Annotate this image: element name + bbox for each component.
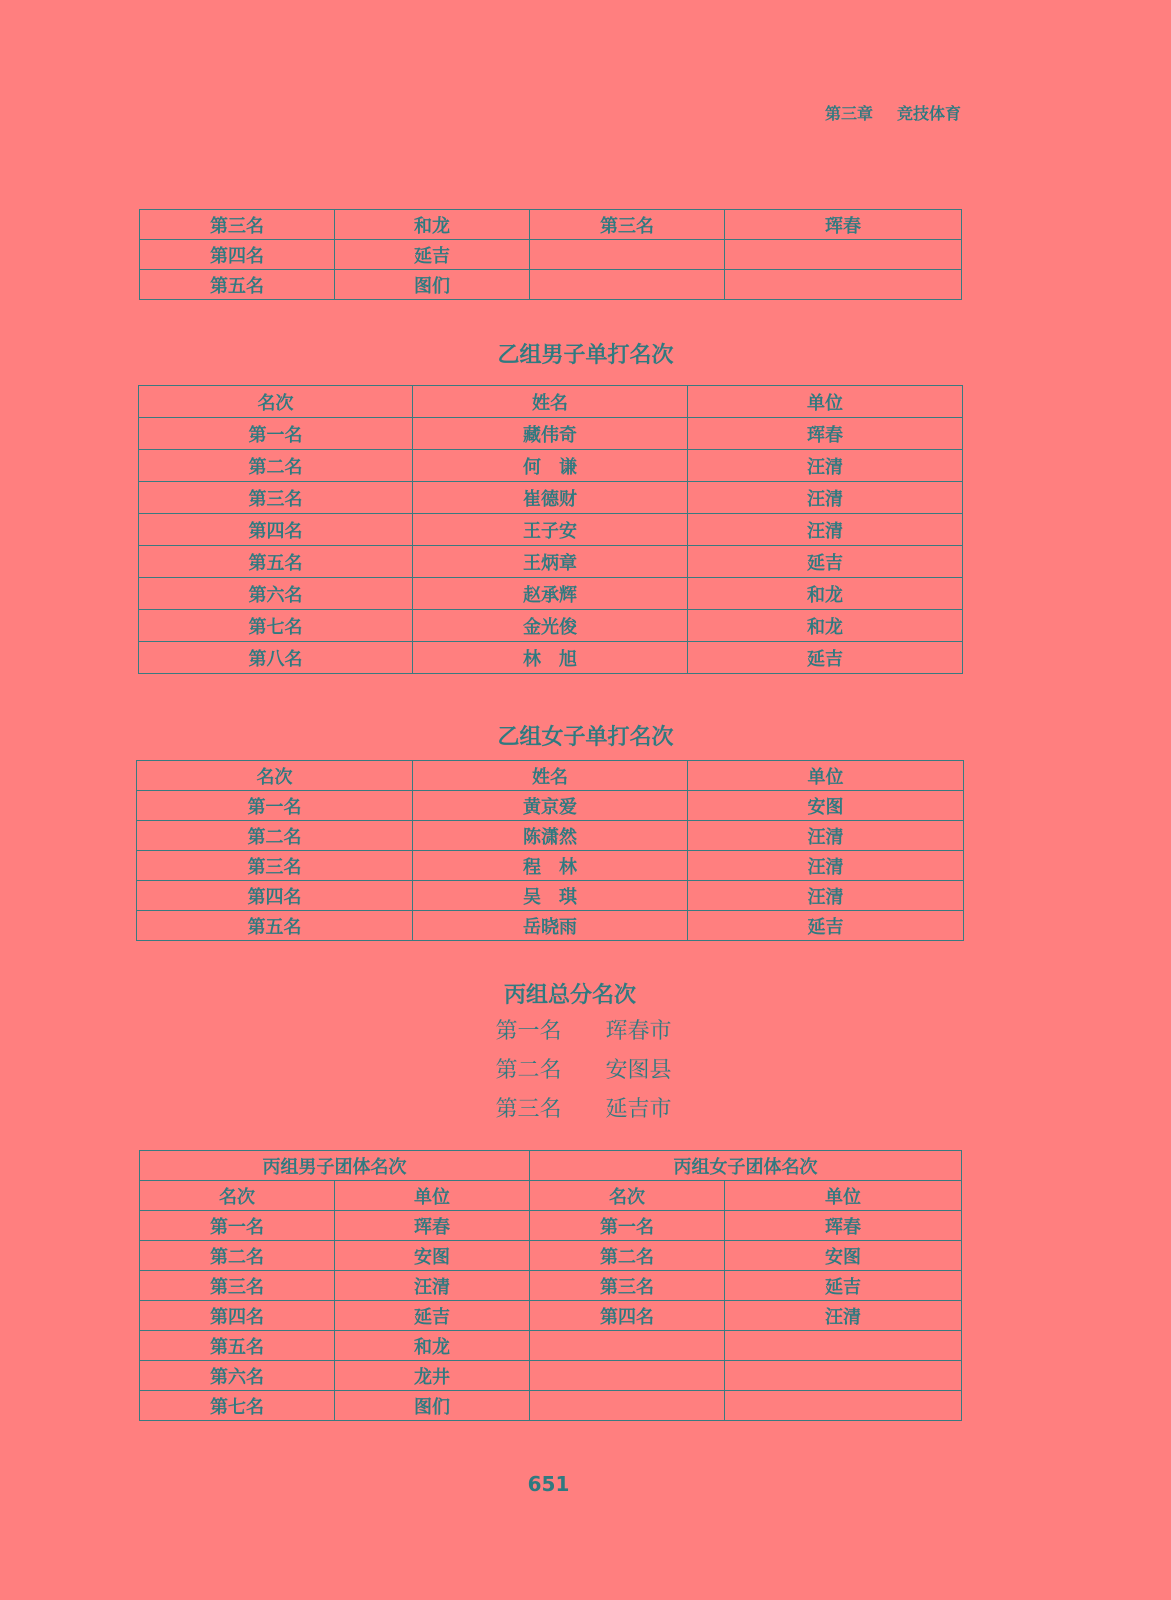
column-header: 姓名 [413, 386, 688, 418]
rank-cell: 第七名 [139, 610, 413, 642]
rank-cell: 第二名 [140, 1241, 335, 1271]
unit-cell: 和龙 [688, 610, 963, 642]
table-row [137, 791, 964, 821]
column-header: 单位 [688, 761, 964, 791]
rank-cell: 第二名 [139, 450, 413, 482]
rank-cell: 第六名 [140, 1361, 335, 1391]
unit-cell [725, 240, 962, 270]
group-c-team-table [139, 1150, 962, 1421]
column-header: 单位 [725, 1181, 962, 1211]
rank-cell: 第四名 [530, 1301, 725, 1331]
table-row [139, 546, 963, 578]
rank-cell: 第五名 [139, 546, 413, 578]
unit-cell: 和龙 [335, 1331, 530, 1361]
unit-cell: 珲春 [725, 1211, 962, 1241]
table-row [137, 851, 964, 881]
table-row [139, 418, 963, 450]
name-cell: 黄京爱 [413, 791, 688, 821]
total-rank: 第一名 [495, 1019, 562, 1044]
rank-cell: 第六名 [139, 578, 413, 610]
table-row [140, 1331, 962, 1361]
column-header: 单位 [335, 1181, 530, 1211]
women-singles-title: 乙组女子单打名次 [497, 725, 674, 750]
group-c-total-title: 丙组总分名次 [503, 983, 636, 1008]
header-row [140, 1181, 962, 1211]
name-cell: 何 谦 [413, 450, 688, 482]
table-row [140, 210, 962, 240]
table-row [139, 642, 963, 674]
unit-cell: 延吉 [725, 1271, 962, 1301]
rank-cell: 第三名 [137, 851, 413, 881]
column-header: 名次 [530, 1181, 725, 1211]
table-row [139, 578, 963, 610]
unit-cell: 和龙 [688, 578, 963, 610]
rank-cell [530, 1361, 725, 1391]
unit-cell [725, 270, 962, 300]
unit-cell: 汪清 [688, 881, 964, 911]
total-rank: 第三名 [495, 1097, 562, 1122]
unit-cell: 汪清 [688, 450, 963, 482]
rank-cell: 第一名 [139, 418, 413, 450]
name-cell: 崔德财 [413, 482, 688, 514]
rank-cell [530, 240, 725, 270]
rank-cell: 第四名 [140, 240, 335, 270]
table-row [140, 1301, 962, 1331]
total-unit: 珲春市 [605, 1019, 672, 1044]
men-team-title: 丙组男子团体名次 [140, 1151, 530, 1181]
rank-cell: 第五名 [140, 270, 335, 300]
table-row [140, 1241, 962, 1271]
unit-cell: 安图 [725, 1241, 962, 1271]
table-row [139, 482, 963, 514]
group-c-total-list [0, 1015, 1171, 1132]
rank-cell: 第四名 [139, 514, 413, 546]
page-header [825, 101, 961, 124]
table-row [140, 1271, 962, 1301]
name-cell: 陈潇然 [413, 821, 688, 851]
table-row [140, 1361, 962, 1391]
total-unit: 安图县 [605, 1058, 672, 1083]
rank-cell: 第一名 [530, 1211, 725, 1241]
name-cell: 程 林 [413, 851, 688, 881]
rank-cell: 第三名 [530, 1271, 725, 1301]
name-cell: 金光俊 [413, 610, 688, 642]
section-label: 竞技体育 [896, 104, 961, 123]
table-row [139, 514, 963, 546]
total-unit: 延吉市 [605, 1097, 672, 1122]
unit-cell [725, 1361, 962, 1391]
column-header: 单位 [688, 386, 963, 418]
unit-cell: 安图 [688, 791, 964, 821]
unit-cell: 珲春 [688, 418, 963, 450]
rank-cell: 第三名 [140, 1271, 335, 1301]
table-row [137, 821, 964, 851]
unit-cell: 图们 [335, 1391, 530, 1421]
rank-cell: 第四名 [140, 1301, 335, 1331]
table-row [140, 1391, 962, 1421]
rank-cell [530, 1391, 725, 1421]
rank-cell: 第一名 [137, 791, 413, 821]
name-cell: 王炳章 [413, 546, 688, 578]
table-row [137, 911, 964, 941]
unit-cell: 延吉 [335, 1301, 530, 1331]
page-number: 651 [527, 1472, 570, 1496]
unit-cell: 珲春 [335, 1211, 530, 1241]
column-header: 名次 [137, 761, 413, 791]
name-cell: 吴 琪 [413, 881, 688, 911]
unit-cell: 延吉 [688, 911, 964, 941]
total-rank-line [0, 1093, 1171, 1132]
name-cell: 王子安 [413, 514, 688, 546]
men-singles-title: 乙组男子单打名次 [497, 343, 674, 368]
rank-cell: 第五名 [140, 1331, 335, 1361]
unit-cell: 汪清 [688, 851, 964, 881]
men-singles-table [138, 385, 963, 674]
table-row [140, 240, 962, 270]
total-rank-line [0, 1054, 1171, 1093]
name-cell: 赵承辉 [413, 578, 688, 610]
name-cell: 林 旭 [413, 642, 688, 674]
rank-cell [530, 270, 725, 300]
rank-cell: 第五名 [137, 911, 413, 941]
rank-cell: 第三名 [140, 210, 335, 240]
unit-cell [725, 1331, 962, 1361]
rank-cell: 第三名 [139, 482, 413, 514]
rank-cell: 第三名 [530, 210, 725, 240]
unit-cell: 龙井 [335, 1361, 530, 1391]
rank-cell: 第二名 [137, 821, 413, 851]
rank-cell: 第七名 [140, 1391, 335, 1421]
header-row [139, 386, 963, 418]
table-row [140, 1211, 962, 1241]
unit-cell: 珲春 [725, 210, 962, 240]
unit-cell: 图们 [335, 270, 530, 300]
table-row [137, 881, 964, 911]
table-row [139, 450, 963, 482]
unit-cell: 延吉 [688, 546, 963, 578]
rank-cell: 第二名 [530, 1241, 725, 1271]
unit-cell: 汪清 [688, 482, 963, 514]
total-rank: 第二名 [495, 1058, 562, 1083]
unit-cell: 汪清 [688, 514, 963, 546]
unit-cell [725, 1391, 962, 1421]
chapter-label: 第三章 [824, 104, 873, 123]
women-singles-table [136, 760, 964, 941]
total-rank-line [0, 1015, 1171, 1054]
unit-cell: 延吉 [335, 240, 530, 270]
rank-cell: 第四名 [137, 881, 413, 911]
unit-cell: 汪清 [725, 1301, 962, 1331]
rank-cell [530, 1331, 725, 1361]
continued-team-table [139, 209, 962, 300]
table-row [140, 270, 962, 300]
unit-cell: 汪清 [688, 821, 964, 851]
column-header: 名次 [139, 386, 413, 418]
name-cell: 藏伟奇 [413, 418, 688, 450]
column-header: 名次 [140, 1181, 335, 1211]
column-header: 姓名 [413, 761, 688, 791]
header-row [137, 761, 964, 791]
unit-cell: 汪清 [335, 1271, 530, 1301]
women-team-title: 丙组女子团体名次 [530, 1151, 962, 1181]
table-row [139, 610, 963, 642]
name-cell: 岳晓雨 [413, 911, 688, 941]
unit-cell: 安图 [335, 1241, 530, 1271]
unit-cell: 延吉 [688, 642, 963, 674]
rank-cell: 第八名 [139, 642, 413, 674]
rank-cell: 第一名 [140, 1211, 335, 1241]
unit-cell: 和龙 [335, 210, 530, 240]
